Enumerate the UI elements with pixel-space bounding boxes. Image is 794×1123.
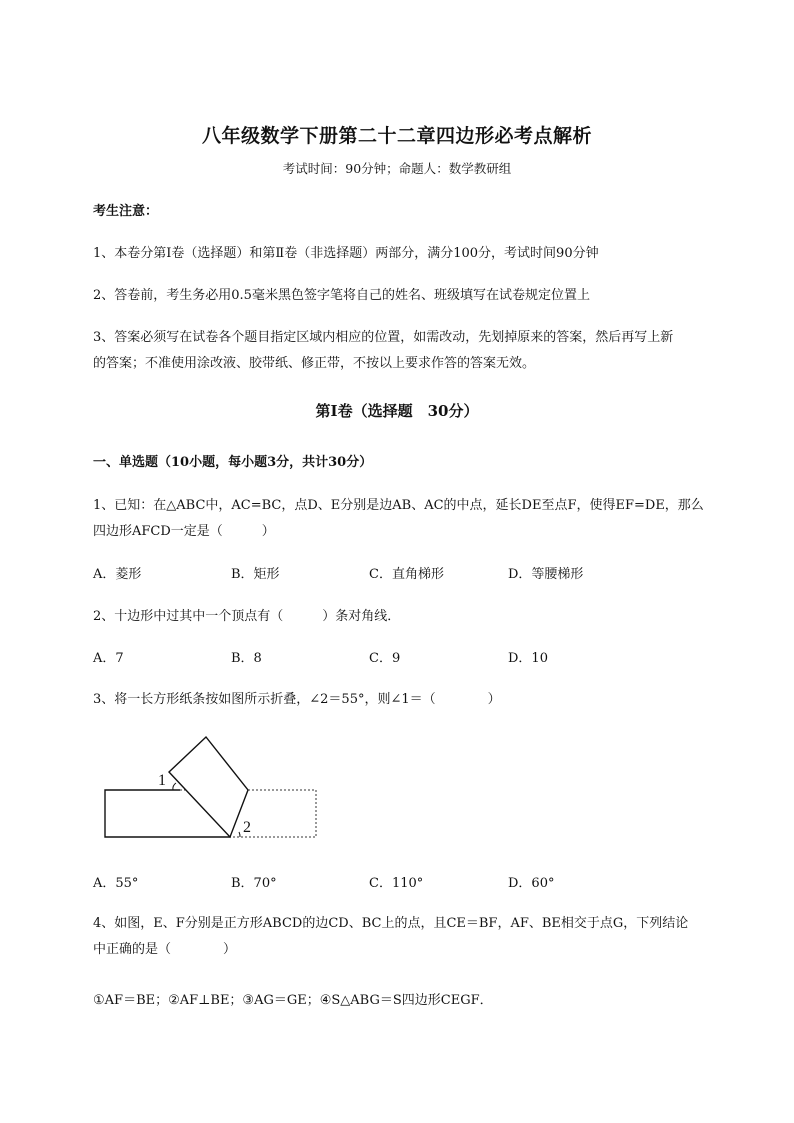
question-3-option-a[interactable]: A．55°: [93, 876, 139, 891]
notice-item-3-cont: 的答案；不准使用涂改液、胶带纸、修正带，不按以上要求作答的答案无效。: [93, 356, 536, 371]
question-1-option-b[interactable]: B．矩形: [231, 567, 280, 582]
question-3-text: 3、将一长方形纸条按如图所示折叠，∠2＝55°，则∠1＝（ ）: [93, 692, 501, 707]
angle-1-label: 1: [158, 772, 166, 789]
question-4-text-cont: 中正确的是（ ）: [93, 942, 237, 957]
question-2-option-d[interactable]: D．10: [508, 651, 548, 666]
question-2-option-a[interactable]: A．7: [93, 651, 124, 666]
page-title: 八年级数学下册第二十二章四边形必考点解析: [201, 125, 592, 147]
angle-2-label: 2: [243, 819, 251, 836]
question-1-text-cont: 四边形AFCD一定是（ ）: [93, 524, 275, 539]
notice-heading: 考生注意：: [93, 204, 159, 219]
notice-item-1: 1、本卷分第I卷（选择题）和第Ⅱ卷（非选择题）两部分，满分100分，考试时间90分钟: [93, 246, 599, 261]
notice-item-2: 2、答卷前，考生务必用0.5毫米黑色签字笔将自己的姓名、班级填写在试卷规定位置上: [93, 288, 590, 303]
question-3-option-b[interactable]: B．70°: [231, 876, 277, 891]
question-3-option-c[interactable]: C．110°: [369, 876, 424, 891]
question-1-text: 1、已知：在△ABC中，AC=BC，点D、E分别是边AB、AC的中点，延长DE至点F，使得EF=DE，那么: [93, 498, 704, 513]
section-title: 第I卷（选择题 30分）: [315, 402, 479, 420]
question-2-option-c[interactable]: C．9: [369, 651, 401, 666]
question-3-option-d[interactable]: D．60°: [508, 876, 555, 891]
question-1-option-c[interactable]: C．直角梯形: [369, 567, 444, 582]
question-2-option-b[interactable]: B．8: [231, 651, 262, 666]
question-4-text: 4、如图，E、F分别是正方形ABCD的边CD、BC上的点，且CE＝BF，AF、BE相交于点G，下列结论: [93, 916, 689, 931]
part-title: 一、单选题（10小题，每小题3分，共计30分）: [93, 455, 373, 470]
question-4-statements: ①AF＝BE；②AF⊥BE；③AG＝GE；④S△ABG＝S四边形CEGF．: [93, 993, 493, 1008]
exam-info: 考试时间：90分钟；命题人：数学教研组: [282, 161, 512, 176]
question-1-option-a[interactable]: A．菱形: [93, 567, 142, 582]
folded-strip-figure: [96, 727, 326, 845]
question-1-option-d[interactable]: D．等腰梯形: [508, 567, 584, 582]
question-2-text: 2、十边形中过其中一个顶点有（ ）条对角线．: [93, 609, 401, 624]
notice-item-3: 3、答案必须写在试卷各个题目指定区域内相应的位置，如需改动，先划掉原来的答案，然后再写上新: [93, 330, 674, 345]
